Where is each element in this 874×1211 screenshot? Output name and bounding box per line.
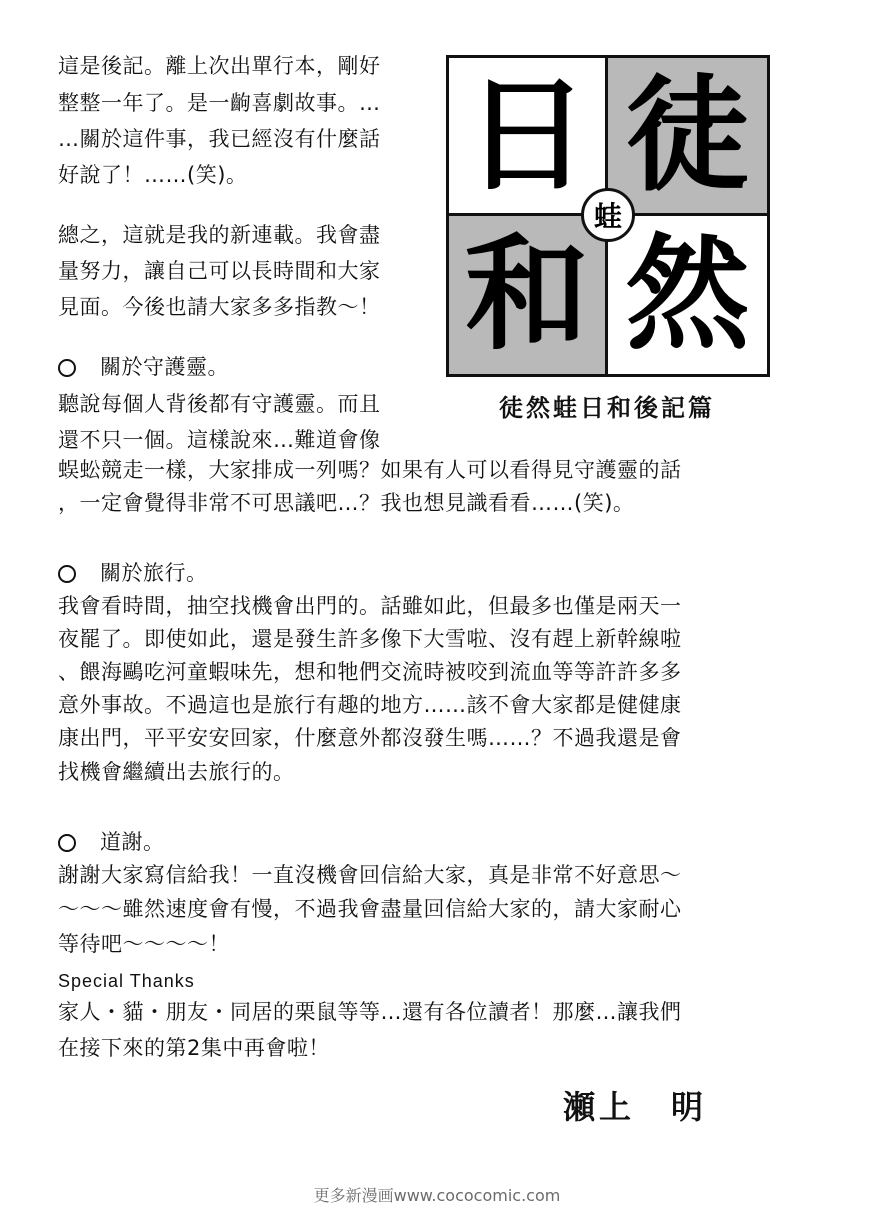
heading-text: 關於旅行。 xyxy=(100,561,208,585)
text-line: 總之，這就是我的新連載。我會盡 xyxy=(58,223,381,247)
text-line: 好說了！……(笑)。 xyxy=(58,163,248,187)
text-line: 夜罷了。即使如此，還是發生許多像下大雪啦、沒有趕上新幹線啦 xyxy=(58,627,682,651)
text-line: 這是後記。離上次出單行本，剛好 xyxy=(58,54,381,78)
logo-cell-top-left xyxy=(449,58,608,216)
text-line: 我會看時間，抽空找機會出門的。話雖如此，但最多也僅是兩天一 xyxy=(58,594,682,618)
text-line: 意外事故。不過這也是旅行有趣的地方……該不會大家都是健健康 xyxy=(58,693,682,717)
text-line: 康出門，平平安安回家，什麼意外都沒發生嗎……？不過我還是會 xyxy=(58,726,682,750)
special-thanks-label: Special Thanks xyxy=(58,971,195,991)
circle-bullet-icon xyxy=(58,565,76,583)
title-logo xyxy=(446,55,770,377)
heading-text: 關於守護靈。 xyxy=(100,355,229,379)
logo-cell-bottom-left xyxy=(449,216,608,374)
text-line: ，一定會覺得非常不可思議吧…？我也想見識看看……(笑)。 xyxy=(58,491,635,515)
logo-center-badge: 蛙 xyxy=(581,188,635,242)
logo-char-bottom-left: 和 xyxy=(464,223,589,367)
footer-watermark: 更多新漫画www.cococomic.com xyxy=(313,1186,561,1205)
text-line: 蜈蚣競走一樣，大家排成一列嗎？如果有人可以看得見守護靈的話 xyxy=(58,458,682,482)
text-line: 在接下來的第2集中再會啦！ xyxy=(58,1036,330,1060)
text-line: 等待吧～～～～！ xyxy=(58,932,230,956)
logo-cell-bottom-right xyxy=(608,216,767,374)
logo-caption: 徒然蛙日和後記篇 xyxy=(499,394,715,422)
logo-cell-top-right xyxy=(608,58,767,216)
circle-bullet-icon xyxy=(58,834,76,852)
circle-bullet-icon xyxy=(58,359,76,377)
text-line: 整整一年了。是一齣喜劇故事。… xyxy=(58,91,381,115)
text-line: 聽說每個人背後都有守護靈。而且 xyxy=(58,392,381,416)
logo-char-bottom-right: 然 xyxy=(625,223,750,367)
text-line: 量努力，讓自己可以長時間和大家 xyxy=(58,259,381,283)
text-line: ～～～雖然速度會有慢，不過我會盡量回信給大家的，請大家耐心 xyxy=(58,897,682,921)
logo-char-top-right: 徒 xyxy=(625,63,750,208)
text-line: 家人・貓・朋友・同居的栗鼠等等…還有各位讀者！那麼…讓我們 xyxy=(58,1000,682,1024)
section-heading-thanks xyxy=(58,828,165,856)
heading-text: 道謝。 xyxy=(100,830,165,854)
text-line: 、餵海鷗吃河童蝦味先，想和牠們交流時被咬到流血等等許許多多 xyxy=(58,660,682,684)
text-line: 見面。今後也請大家多多指教～！ xyxy=(58,295,381,319)
text-line: 謝謝大家寫信給我！一直沒機會回信給大家，真是非常不好意思～ xyxy=(58,863,682,887)
author-signature: 瀬上 明 xyxy=(563,1088,708,1126)
section-heading-travel xyxy=(58,559,208,587)
logo-char-top-left: 日 xyxy=(464,63,589,208)
section-heading-guardian xyxy=(58,353,229,381)
text-line: 找機會繼續出去旅行的。 xyxy=(58,760,295,784)
text-line: …關於這件事，我已經沒有什麼話 xyxy=(58,127,381,151)
text-line: 還不只一個。這樣說來…難道會像 xyxy=(58,428,381,452)
